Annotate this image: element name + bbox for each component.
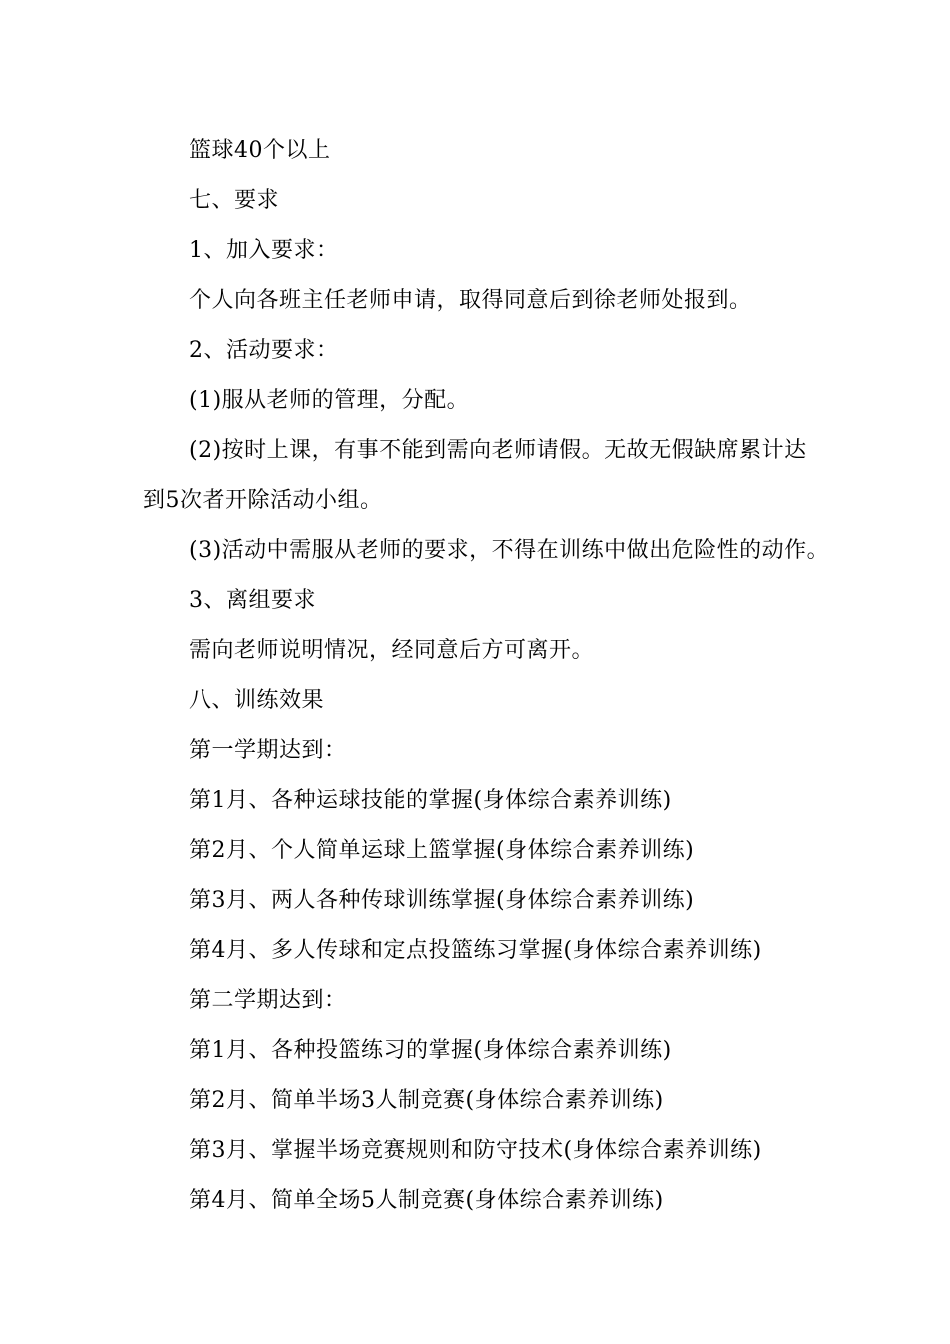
heading-training-results: 八、训练效果 bbox=[189, 688, 325, 713]
heading-requirements: 七、要求 bbox=[189, 188, 280, 213]
list-item-obey-teacher: (1)服从老师的管理，分配。 bbox=[189, 388, 470, 413]
list-item-attendance-continued: 到5次者开除活动小组。 bbox=[143, 488, 383, 513]
list-item-safety: (3)活动中需服从老师的要求，不得在训练中做出危险性的动作。 bbox=[189, 538, 830, 563]
subheading-activity-requirements: 2、活动要求： bbox=[189, 338, 339, 363]
second-semester-month-3: 第3月、掌握半场竞赛规则和防守技术(身体综合素养训练) bbox=[189, 1138, 762, 1163]
paragraph-leave-procedure: 需向老师说明情况，经同意后方可离开。 bbox=[189, 638, 595, 663]
subheading-leave-requirements: 3、离组要求 bbox=[189, 588, 316, 613]
paragraph-join-procedure: 个人向各班主任老师申请，取得同意后到徐老师处报到。 bbox=[189, 288, 752, 313]
subheading-join-requirements: 1、加入要求： bbox=[189, 238, 339, 263]
second-semester-month-4: 第4月、简单全场5人制竞赛(身体综合素养训练) bbox=[189, 1188, 664, 1213]
subheading-first-semester: 第一学期达到： bbox=[189, 738, 347, 763]
first-semester-month-4: 第4月、多人传球和定点投篮练习掌握(身体综合素养训练) bbox=[189, 938, 762, 963]
first-semester-month-1: 第1月、各种运球技能的掌握(身体综合素养训练) bbox=[189, 788, 672, 813]
second-semester-month-1: 第1月、各种投篮练习的掌握(身体综合素养训练) bbox=[189, 1038, 672, 1063]
first-semester-month-2: 第2月、个人简单运球上篮掌握(身体综合素养训练) bbox=[189, 838, 695, 863]
second-semester-month-2: 第2月、简单半场3人制竞赛(身体综合素养训练) bbox=[189, 1088, 664, 1113]
paragraph-basketball-count: 篮球40个以上 bbox=[189, 138, 331, 163]
subheading-second-semester: 第二学期达到： bbox=[189, 988, 347, 1013]
list-item-attendance: (2)按时上课，有事不能到需向老师请假。无故无假缺席累计达 bbox=[189, 438, 807, 463]
first-semester-month-3: 第3月、两人各种传球训练掌握(身体综合素养训练) bbox=[189, 888, 695, 913]
